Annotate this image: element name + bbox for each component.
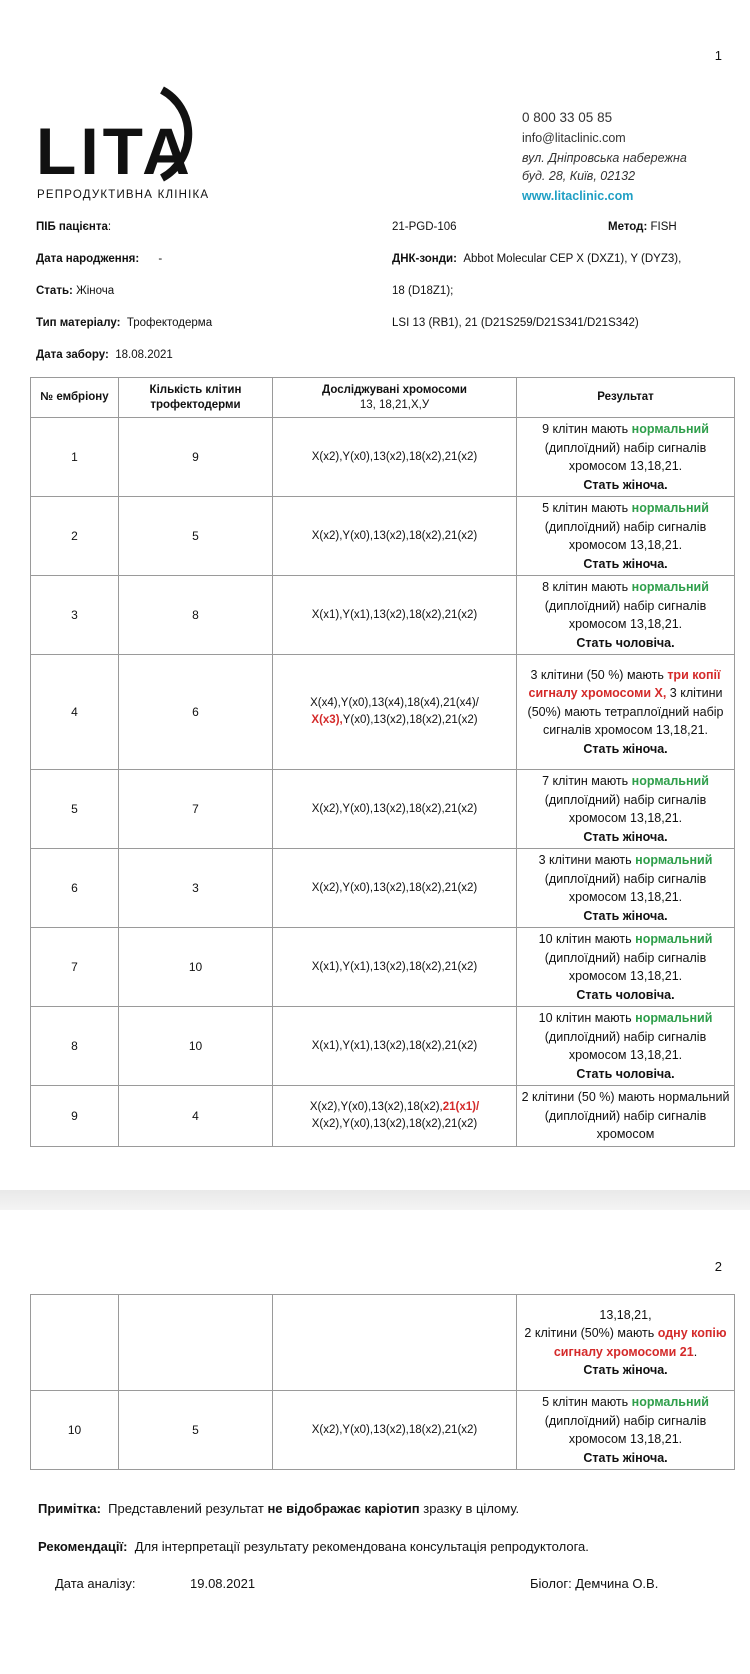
chromosome-signals: X(x1),Y(x1),13(x2),18(x2),21(x2)	[273, 1007, 517, 1086]
embryo-number	[31, 1295, 119, 1391]
table-row	[31, 655, 735, 770]
header-embryo-number: № ембріону	[31, 378, 119, 418]
table-row	[31, 1295, 735, 1391]
chromosome-signals: X(x2),Y(x0),13(x2),18(x2),21(x2)	[273, 849, 517, 928]
embryo-number: 9	[31, 1086, 119, 1147]
embryo-number: 3	[31, 576, 119, 655]
table-row	[31, 849, 735, 928]
embryo-number: 8	[31, 1007, 119, 1086]
probes-line3: LSI 13 (RB1), 21 (D21S259/D21S341/D21S342)	[392, 317, 639, 329]
method-field: Метод: FISH	[608, 221, 677, 233]
logo-wordmark: LITA	[36, 114, 194, 188]
contact-phone: 0 800 33 05 85	[522, 110, 613, 125]
contact-address-line2: буд. 28, Київ, 02132	[522, 169, 636, 183]
chromosome-signals: X(x2),Y(x0),13(x2),18(x2),21(x1)/ X(x2),Y(x0),13(x2),18(x2),21(x2)	[273, 1086, 517, 1147]
logo-arc-icon	[150, 84, 240, 184]
contact-address-line1: вул. Дніпровська набережна	[522, 151, 687, 165]
cell-count: 9	[119, 418, 273, 497]
header-cell-count: Кількість клітин трофектодерми	[119, 378, 273, 418]
chromosome-signals: X(x1),Y(x1),13(x2),18(x2),21(x2)	[273, 928, 517, 1007]
probes-line2: 18 (D18Z1);	[392, 285, 454, 297]
results-table	[30, 377, 735, 1147]
result-cell: 13,18,21, 2 клітини (50%) мають одну копію сигналу хромосоми 21. Стать жіноча.	[517, 1295, 735, 1391]
result-cell: 10 клітин мають нормальний (диплоїдний) набір сигналів хромосом 13,18,21. Стать чоловіча.	[517, 928, 735, 1007]
table-row	[31, 418, 735, 497]
result-cell: 8 клітин мають нормальний (диплоїдний) набір сигналів хромосом 13,18,21. Стать чоловіча.	[517, 576, 735, 655]
chromosome-signals: X(x1),Y(x1),13(x2),18(x2),21(x2)	[273, 576, 517, 655]
header-chromosomes: Досліджувані хромосоми 13, 18,21,Х,У	[273, 378, 517, 418]
table-row	[31, 1391, 735, 1470]
embryo-number: 6	[31, 849, 119, 928]
report-page-2	[0, 1210, 750, 1674]
cell-count: 3	[119, 849, 273, 928]
cell-count	[119, 1295, 273, 1391]
contact-email: info@litaclinic.com	[522, 131, 626, 145]
sample-code: 21-PGD-106	[392, 221, 457, 233]
cell-count: 8	[119, 576, 273, 655]
chromosome-signals	[273, 1295, 517, 1391]
cell-count: 4	[119, 1086, 273, 1147]
result-cell: 5 клітин мають нормальний (диплоїдний) набір сигналів хромосом 13,18,21. Стать жіноча.	[517, 1391, 735, 1470]
embryo-number: 4	[31, 655, 119, 770]
cell-count: 5	[119, 497, 273, 576]
result-cell: 3 клітини мають нормальний (диплоїдний) набір сигналів хромосом 13,18,21. Стать жіноча.	[517, 849, 735, 928]
sex-field: Стать: Жіноча	[36, 285, 115, 297]
result-cell: 7 клітин мають нормальний (диплоїдний) набір сигналів хромосом 13,18,21. Стать жіноча.	[517, 770, 735, 849]
dob-field: Дата народження: -	[36, 253, 163, 265]
page-number: 2	[714, 1259, 722, 1274]
chromosome-signals: X(x2),Y(x0),13(x2),18(x2),21(x2)	[273, 1391, 517, 1470]
chromosome-signals: X(x2),Y(x0),13(x2),18(x2),21(x2)	[273, 497, 517, 576]
header-result: Результат	[517, 378, 735, 418]
chromosome-signals: X(x4),Y(x0),13(x4),18(x4),21(x4)/ X(x3),Y(x0),13(x2),18(x2),21(x2)	[273, 655, 517, 770]
logo-tagline: РЕПРОДУКТИВНА КЛІНІКА	[37, 189, 210, 201]
chromosome-signals: X(x2),Y(x0),13(x2),18(x2),21(x2)	[273, 770, 517, 849]
collection-date-field: Дата забору: 18.08.2021	[36, 349, 173, 361]
embryo-number: 10	[31, 1391, 119, 1470]
results-table-continued	[30, 1294, 735, 1470]
analysis-date: 19.08.2021	[190, 1576, 256, 1591]
result-cell: 3 клітини (50 %) мають три копії сигналу хромосоми Х, 3 клітини (50%) мають тетраплоїдний набір сигналів хромосом 13,18,21. Стать жіноча.	[517, 655, 735, 770]
result-cell: 5 клітин мають нормальний (диплоїдний) набір сигналів хромосом 13,18,21. Стать жіноча.	[517, 497, 735, 576]
patient-name-field: ПІБ пацієнта:	[36, 221, 112, 233]
table-row	[31, 1007, 735, 1086]
contact-website: www.litaclinic.com	[522, 189, 634, 203]
table-row	[31, 576, 735, 655]
table-row	[31, 928, 735, 1007]
table-row	[31, 1086, 735, 1147]
result-cell: 10 клітин мають нормальний (диплоїдний) набір сигналів хромосом 13,18,21. Стать чоловіча.	[517, 1007, 735, 1086]
embryo-number: 2	[31, 497, 119, 576]
embryo-number: 7	[31, 928, 119, 1007]
probes-field: ДНК-зонди: Abbot Molecular CEP X (DXZ1), Y (DYZ3),	[392, 253, 682, 265]
table-row	[31, 770, 735, 849]
recommendation-line: Рекомендації: Для інтерпретації результату рекомендована консультація репродуктолога.	[38, 1539, 589, 1554]
result-cell: 2 клітини (50 %) мають нормальний (диплоїдний) набір сигналів хромосом	[517, 1086, 735, 1147]
table-header-row	[31, 378, 735, 418]
embryo-number: 1	[31, 418, 119, 497]
cell-count: 10	[119, 1007, 273, 1086]
page-number: 1	[714, 48, 722, 63]
cell-count: 5	[119, 1391, 273, 1470]
note-line: Примітка: Представлений результат не відображає каріотип зразку в цілому.	[38, 1501, 520, 1516]
chromosome-signals: X(x2),Y(x0),13(x2),18(x2),21(x2)	[273, 418, 517, 497]
cell-count: 6	[119, 655, 273, 770]
result-cell: 9 клітин мають нормальний (диплоїдний) набір сигналів хромосом 13,18,21. Стать жіноча.	[517, 418, 735, 497]
table-row	[31, 497, 735, 576]
cell-count: 10	[119, 928, 273, 1007]
embryo-number: 5	[31, 770, 119, 849]
cell-count: 7	[119, 770, 273, 849]
material-field: Тип матеріалу: Трофектодерма	[36, 317, 213, 329]
analysis-date-label: Дата аналізу:	[55, 1576, 136, 1591]
page-separator	[0, 1190, 750, 1210]
biologist-signature: Біолог: Демчина О.В.	[530, 1576, 659, 1591]
